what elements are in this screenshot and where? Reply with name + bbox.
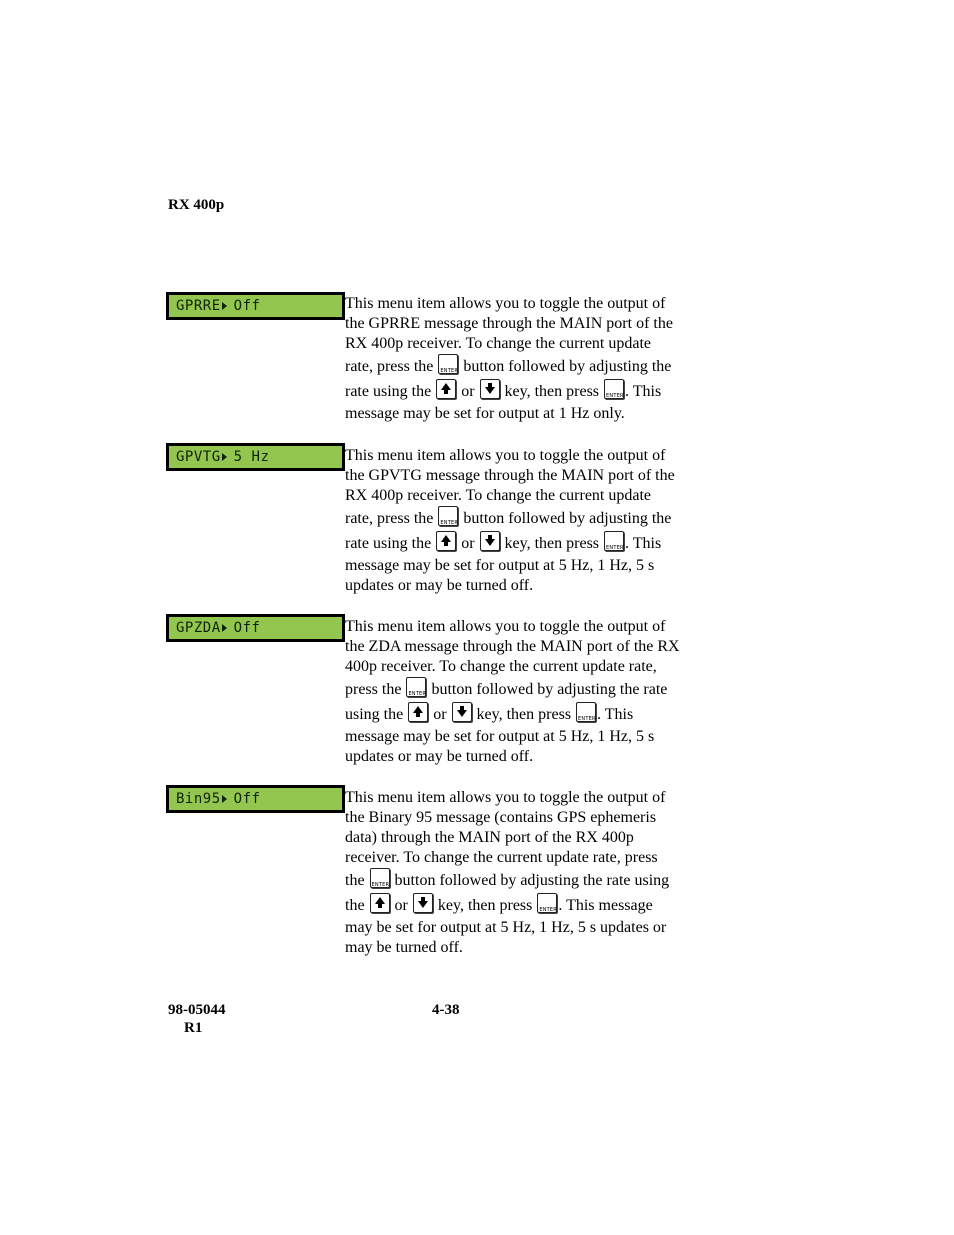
up-arrow-key-icon: [370, 893, 390, 913]
description-line: receiver. To change the current update rate, press: [345, 849, 658, 866]
menu-item-description: [345, 617, 710, 767]
up-arrow-key-icon: [436, 379, 456, 399]
description-line: rate using the or key, then press ENTER. This: [345, 531, 710, 556]
description-line: 400p receiver. To change the current update rate,: [345, 658, 657, 675]
description-line: the ZDA message through the MAIN port of the RX: [345, 638, 680, 655]
lcd-menu-name: Bin95: [176, 791, 221, 807]
description-line: RX 400p receiver. To change the current update: [345, 335, 652, 352]
footer-page-number: 4-38: [432, 1002, 460, 1018]
enter-key-icon: [604, 379, 624, 399]
description-line: the Binary 95 message (contains GPS ephemeris: [345, 809, 657, 826]
enter-key-icon: [576, 702, 596, 722]
document-header-title: RX 400p: [168, 197, 225, 213]
description-line: RX 400p receiver. To change the current update: [345, 487, 652, 504]
description-line: updates or may be turned off.: [345, 748, 534, 765]
description-line: press the ENTER button followed by adjusting the rate: [345, 677, 710, 702]
lcd-display: [166, 785, 345, 813]
lcd-menu-name: GPVTG: [176, 449, 221, 465]
menu-item-description: [345, 788, 710, 958]
enter-key-icon: [537, 893, 557, 913]
footer-document-number: 98-05044: [168, 1002, 226, 1018]
menu-item-description: [345, 294, 710, 424]
description-line: may be turned off.: [345, 939, 463, 956]
lcd-pointer-icon: [222, 624, 227, 632]
lcd-menu-value: Off: [233, 791, 261, 807]
description-line: using the or key, then press ENTER. This: [345, 702, 710, 727]
description-line: the GPVTG message through the MAIN port of the: [345, 467, 675, 484]
description-line: may be set for output at 5 Hz, 1 Hz, 5 s updates or: [345, 919, 667, 936]
description-line: rate, press the ENTER button followed by adjusting the: [345, 506, 710, 531]
lcd-display: [166, 614, 345, 642]
description-line: This menu item allows you to toggle the output of: [345, 789, 666, 806]
up-arrow-key-icon: [436, 531, 456, 551]
description-line: message may be set for output at 1 Hz only.: [345, 405, 625, 422]
description-line: the ENTER button followed by adjusting the rate using: [345, 868, 710, 893]
description-line: data) through the MAIN port of the RX 400p: [345, 829, 634, 846]
down-arrow-key-icon: [480, 531, 500, 551]
down-arrow-key-icon: [413, 893, 433, 913]
enter-key-icon: [370, 868, 390, 888]
lcd-menu-value: Off: [233, 298, 261, 314]
description-line: updates or may be turned off.: [345, 577, 534, 594]
enter-key-icon: [406, 677, 426, 697]
description-line: the GPRRE message through the MAIN port of the: [345, 315, 673, 332]
lcd-pointer-icon: [222, 302, 227, 310]
description-line: rate using the or key, then press ENTER. This: [345, 379, 710, 404]
description-line: rate, press the ENTER button followed by adjusting the: [345, 354, 710, 379]
enter-key-icon: [438, 354, 458, 374]
enter-key-icon: [438, 506, 458, 526]
down-arrow-key-icon: [452, 702, 472, 722]
description-line: message may be set for output at 5 Hz, 1 Hz, 5 s: [345, 728, 655, 745]
lcd-menu-value: 5 Hz: [233, 449, 270, 465]
lcd-pointer-icon: [222, 795, 227, 803]
lcd-menu-name: GPZDA: [176, 620, 221, 636]
enter-key-icon: [604, 531, 624, 551]
lcd-pointer-icon: [222, 453, 227, 461]
description-line: This menu item allows you to toggle the output of: [345, 447, 666, 464]
up-arrow-key-icon: [408, 702, 428, 722]
menu-item-description: [345, 446, 710, 596]
description-line: the or key, then press ENTER. This message: [345, 893, 710, 918]
footer-revision: R1: [184, 1020, 203, 1036]
description-line: This menu item allows you to toggle the output of: [345, 618, 666, 635]
description-line: This menu item allows you to toggle the output of: [345, 295, 666, 312]
down-arrow-key-icon: [480, 379, 500, 399]
description-line: message may be set for output at 5 Hz, 1 Hz, 5 s: [345, 557, 655, 574]
lcd-display: [166, 292, 345, 320]
lcd-menu-value: Off: [233, 620, 261, 636]
lcd-menu-name: GPRRE: [176, 298, 221, 314]
lcd-display: [166, 443, 345, 471]
